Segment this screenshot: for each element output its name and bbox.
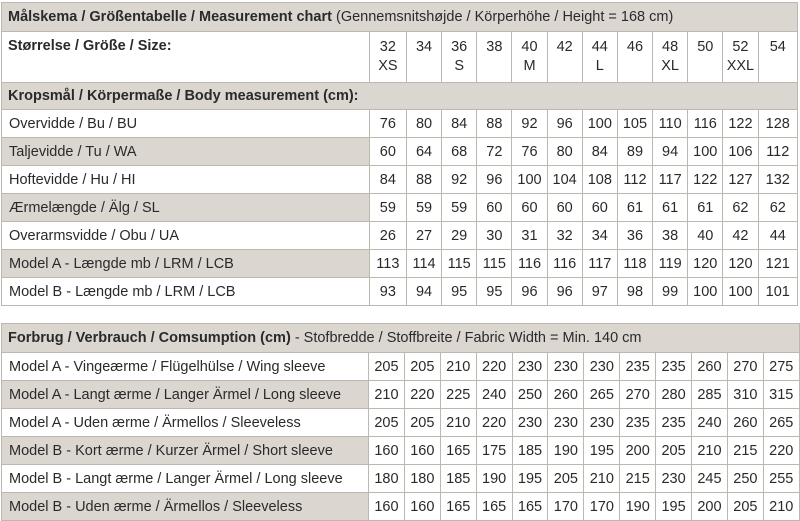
size-number: 34 [415,39,433,55]
value-cell: 92 [512,110,547,138]
value-cell: 210 [763,493,799,521]
table-row [2,465,800,493]
row-label: Model A - Vingeærme / Flügelhülse / Wing sleeve [2,353,369,381]
row-label: Model A - Længde mb / LRM / LCB [2,250,370,278]
value-cell: 128 [758,110,797,138]
value-cell: 76 [369,110,406,138]
value-cell: 235 [620,409,656,437]
value-cell: 68 [442,138,477,166]
chart-title-row [2,3,798,32]
value-cell: 230 [584,353,620,381]
consumption-title-text: Forbrug / Verbrauch / Comsumption (cm) [8,330,291,346]
size-number: 44 [591,39,608,55]
value-cell: 255 [763,465,799,493]
value-cell: 165 [512,493,548,521]
value-cell: 240 [476,381,512,409]
value-cell: 117 [653,166,688,194]
size-number: 54 [769,39,786,55]
value-cell: 59 [369,194,406,222]
table-row [2,493,800,521]
table-row [2,222,798,250]
row-label: Taljevidde / Tu / WA [2,138,370,166]
size-cell [369,32,406,83]
value-cell: 270 [727,353,763,381]
value-cell: 185 [440,465,476,493]
table-row [2,278,798,306]
value-cell: 220 [404,381,440,409]
value-cell: 100 [582,110,617,138]
size-row [2,32,798,83]
value-cell: 195 [512,465,548,493]
value-cell: 250 [727,465,763,493]
value-cell: 280 [656,381,692,409]
value-cell: 106 [723,138,758,166]
value-cell: 96 [477,166,512,194]
size-letter: XS [378,58,398,74]
size-number: 50 [697,39,714,55]
value-cell: 62 [723,194,758,222]
value-cell: 170 [584,493,620,521]
value-cell: 116 [688,110,723,138]
value-cell: 34 [582,222,617,250]
table-row [2,437,800,465]
value-cell: 315 [763,381,799,409]
value-cell: 95 [477,278,512,306]
value-cell: 115 [477,250,512,278]
row-label: Ærmelængde / Älg / SL [2,194,370,222]
value-cell: 127 [723,166,758,194]
chart-title [2,3,798,32]
chart-title-text: Målskema / Größentabelle / Measurement chart [8,9,332,25]
size-number: 48 [662,39,679,55]
value-cell: 180 [404,465,440,493]
value-cell: 27 [406,222,441,250]
size-number: 46 [626,39,644,55]
value-cell: 200 [692,493,728,521]
value-cell: 96 [512,278,547,306]
size-letter: L [595,58,604,74]
value-cell: 160 [369,437,405,465]
value-cell: 118 [617,250,652,278]
value-cell: 235 [656,409,692,437]
row-label: Model A - Langt ærme / Langer Ärmel / Long sleeve [2,381,369,409]
value-cell: 200 [620,437,656,465]
value-cell: 205 [727,493,763,521]
row-label: Model A - Uden ærme / Ärmellos / Sleeveless [2,409,369,437]
value-cell: 220 [763,437,799,465]
value-cell: 121 [758,250,797,278]
value-cell: 88 [477,110,512,138]
value-cell: 265 [763,409,799,437]
value-cell: 40 [688,222,723,250]
value-cell: 265 [584,381,620,409]
section-row [2,83,798,110]
size-cell [477,32,512,83]
size-cell [512,32,547,83]
value-cell: 112 [758,138,797,166]
value-cell: 92 [442,166,477,194]
size-cell [723,32,758,83]
value-cell: 165 [476,493,512,521]
value-cell: 230 [548,409,584,437]
value-cell: 95 [442,278,477,306]
value-cell: 160 [404,493,440,521]
value-cell: 38 [653,222,688,250]
value-cell: 61 [688,194,723,222]
value-cell: 100 [688,138,723,166]
value-cell: 62 [758,194,797,222]
value-cell: 215 [727,437,763,465]
size-cell [406,32,441,83]
value-cell: 230 [512,353,548,381]
value-cell: 175 [476,437,512,465]
size-cell [653,32,688,83]
size-letter: XXL [726,58,755,74]
row-label: Model B - Uden ærme / Ärmellos / Sleeveless [2,493,369,521]
value-cell: 122 [723,110,758,138]
row-label: Hoftevidde / Hu / HI [2,166,370,194]
value-cell: 60 [512,194,547,222]
value-cell: 220 [476,409,512,437]
value-cell: 112 [617,166,652,194]
value-cell: 205 [656,437,692,465]
value-cell: 101 [758,278,797,306]
value-cell: 230 [656,465,692,493]
chart-subtitle: (Gennemsnitshøjde / Körperhöhe / Height = 168 cm) [335,9,674,25]
value-cell: 100 [512,166,547,194]
size-number: 52 [732,39,749,55]
value-cell: 270 [620,381,656,409]
value-cell: 160 [369,493,405,521]
value-cell: 205 [404,409,440,437]
value-cell: 235 [656,353,692,381]
value-cell: 104 [547,166,582,194]
value-cell: 225 [440,381,476,409]
value-cell: 96 [547,110,582,138]
value-cell: 119 [653,250,688,278]
table-row [2,353,800,381]
section-header: Kropsmål / Körpermaße / Body measurement (cm): [2,83,798,110]
value-cell: 42 [723,222,758,250]
value-cell: 113 [369,250,406,278]
value-cell: 180 [369,465,405,493]
value-cell: 84 [582,138,617,166]
size-number: 32 [379,39,396,55]
value-cell: 97 [582,278,617,306]
value-cell: 275 [763,353,799,381]
value-cell: 210 [692,437,728,465]
size-number: 42 [556,39,573,55]
value-cell: 59 [442,194,477,222]
value-cell: 220 [476,353,512,381]
value-cell: 240 [692,409,728,437]
consumption-subtitle: - Stofbredde / Stoffbreite / Fabric Width = Min. 140 cm [294,330,642,346]
table-row [2,110,798,138]
value-cell: 44 [758,222,797,250]
value-cell: 122 [688,166,723,194]
value-cell: 230 [548,353,584,381]
value-cell: 94 [653,138,688,166]
value-cell: 59 [406,194,441,222]
value-cell: 165 [440,437,476,465]
table-row [2,194,798,222]
row-label: Model B - Længde mb / LRM / LCB [2,278,370,306]
size-cell [758,32,797,83]
row-label: Model B - Kort ærme / Kurzer Ärmel / Short sleeve [2,437,369,465]
value-cell: 26 [369,222,406,250]
value-cell: 99 [653,278,688,306]
value-cell: 205 [369,353,405,381]
value-cell: 29 [442,222,477,250]
value-cell: 260 [727,409,763,437]
table-row [2,409,800,437]
value-cell: 230 [584,409,620,437]
measurement-chart-table [1,2,798,306]
value-cell: 60 [582,194,617,222]
size-cell [617,32,652,83]
value-cell: 89 [617,138,652,166]
value-cell: 61 [653,194,688,222]
size-cell [582,32,617,83]
size-letter: XL [661,58,679,74]
value-cell: 170 [548,493,584,521]
value-cell: 100 [723,278,758,306]
value-cell: 110 [653,110,688,138]
value-cell: 210 [440,409,476,437]
value-cell: 165 [440,493,476,521]
size-number: 36 [451,39,468,55]
value-cell: 115 [442,250,477,278]
value-cell: 105 [617,110,652,138]
value-cell: 260 [548,381,584,409]
value-cell: 160 [404,437,440,465]
size-letter: S [454,58,465,74]
value-cell: 190 [476,465,512,493]
value-cell: 36 [617,222,652,250]
value-cell: 245 [692,465,728,493]
value-cell: 84 [442,110,477,138]
value-cell: 60 [477,194,512,222]
size-cell [442,32,477,83]
value-cell: 120 [688,250,723,278]
value-cell: 132 [758,166,797,194]
value-cell: 114 [406,250,441,278]
value-cell: 72 [477,138,512,166]
value-cell: 80 [406,110,441,138]
size-cell [547,32,582,83]
consumption-title-row [2,324,800,353]
value-cell: 116 [512,250,547,278]
value-cell: 61 [617,194,652,222]
size-number: 40 [521,39,538,55]
consumption-table [1,323,800,521]
value-cell: 31 [512,222,547,250]
value-cell: 64 [406,138,441,166]
row-label: Overarmsvidde / Obu / UA [2,222,370,250]
value-cell: 60 [369,138,406,166]
value-cell: 210 [369,381,405,409]
value-cell: 285 [692,381,728,409]
value-cell: 100 [688,278,723,306]
value-cell: 88 [406,166,441,194]
value-cell: 190 [548,437,584,465]
value-cell: 76 [512,138,547,166]
value-cell: 185 [512,437,548,465]
value-cell: 195 [656,493,692,521]
value-cell: 260 [692,353,728,381]
value-cell: 120 [723,250,758,278]
size-label: Størrelse / Größe / Size: [2,32,370,83]
value-cell: 32 [547,222,582,250]
size-cell [688,32,723,83]
value-cell: 210 [584,465,620,493]
table-row [2,250,798,278]
value-cell: 108 [582,166,617,194]
table-row [2,138,798,166]
value-cell: 210 [440,353,476,381]
row-label: Overvidde / Bu / BU [2,110,370,138]
value-cell: 94 [406,278,441,306]
table-row [2,381,800,409]
value-cell: 205 [404,353,440,381]
value-cell: 215 [620,465,656,493]
value-cell: 116 [547,250,582,278]
value-cell: 250 [512,381,548,409]
value-cell: 84 [369,166,406,194]
value-cell: 98 [617,278,652,306]
size-letter: M [523,58,536,74]
value-cell: 80 [547,138,582,166]
table-row [2,166,798,194]
value-cell: 205 [548,465,584,493]
size-number: 38 [486,39,503,55]
value-cell: 235 [620,353,656,381]
value-cell: 310 [727,381,763,409]
value-cell: 93 [369,278,406,306]
consumption-title [2,324,800,353]
value-cell: 190 [620,493,656,521]
row-label: Model B - Langt ærme / Langer Ärmel / Long sleeve [2,465,369,493]
value-cell: 117 [582,250,617,278]
value-cell: 195 [584,437,620,465]
value-cell: 96 [547,278,582,306]
value-cell: 30 [477,222,512,250]
value-cell: 60 [547,194,582,222]
value-cell: 205 [369,409,405,437]
value-cell: 230 [512,409,548,437]
